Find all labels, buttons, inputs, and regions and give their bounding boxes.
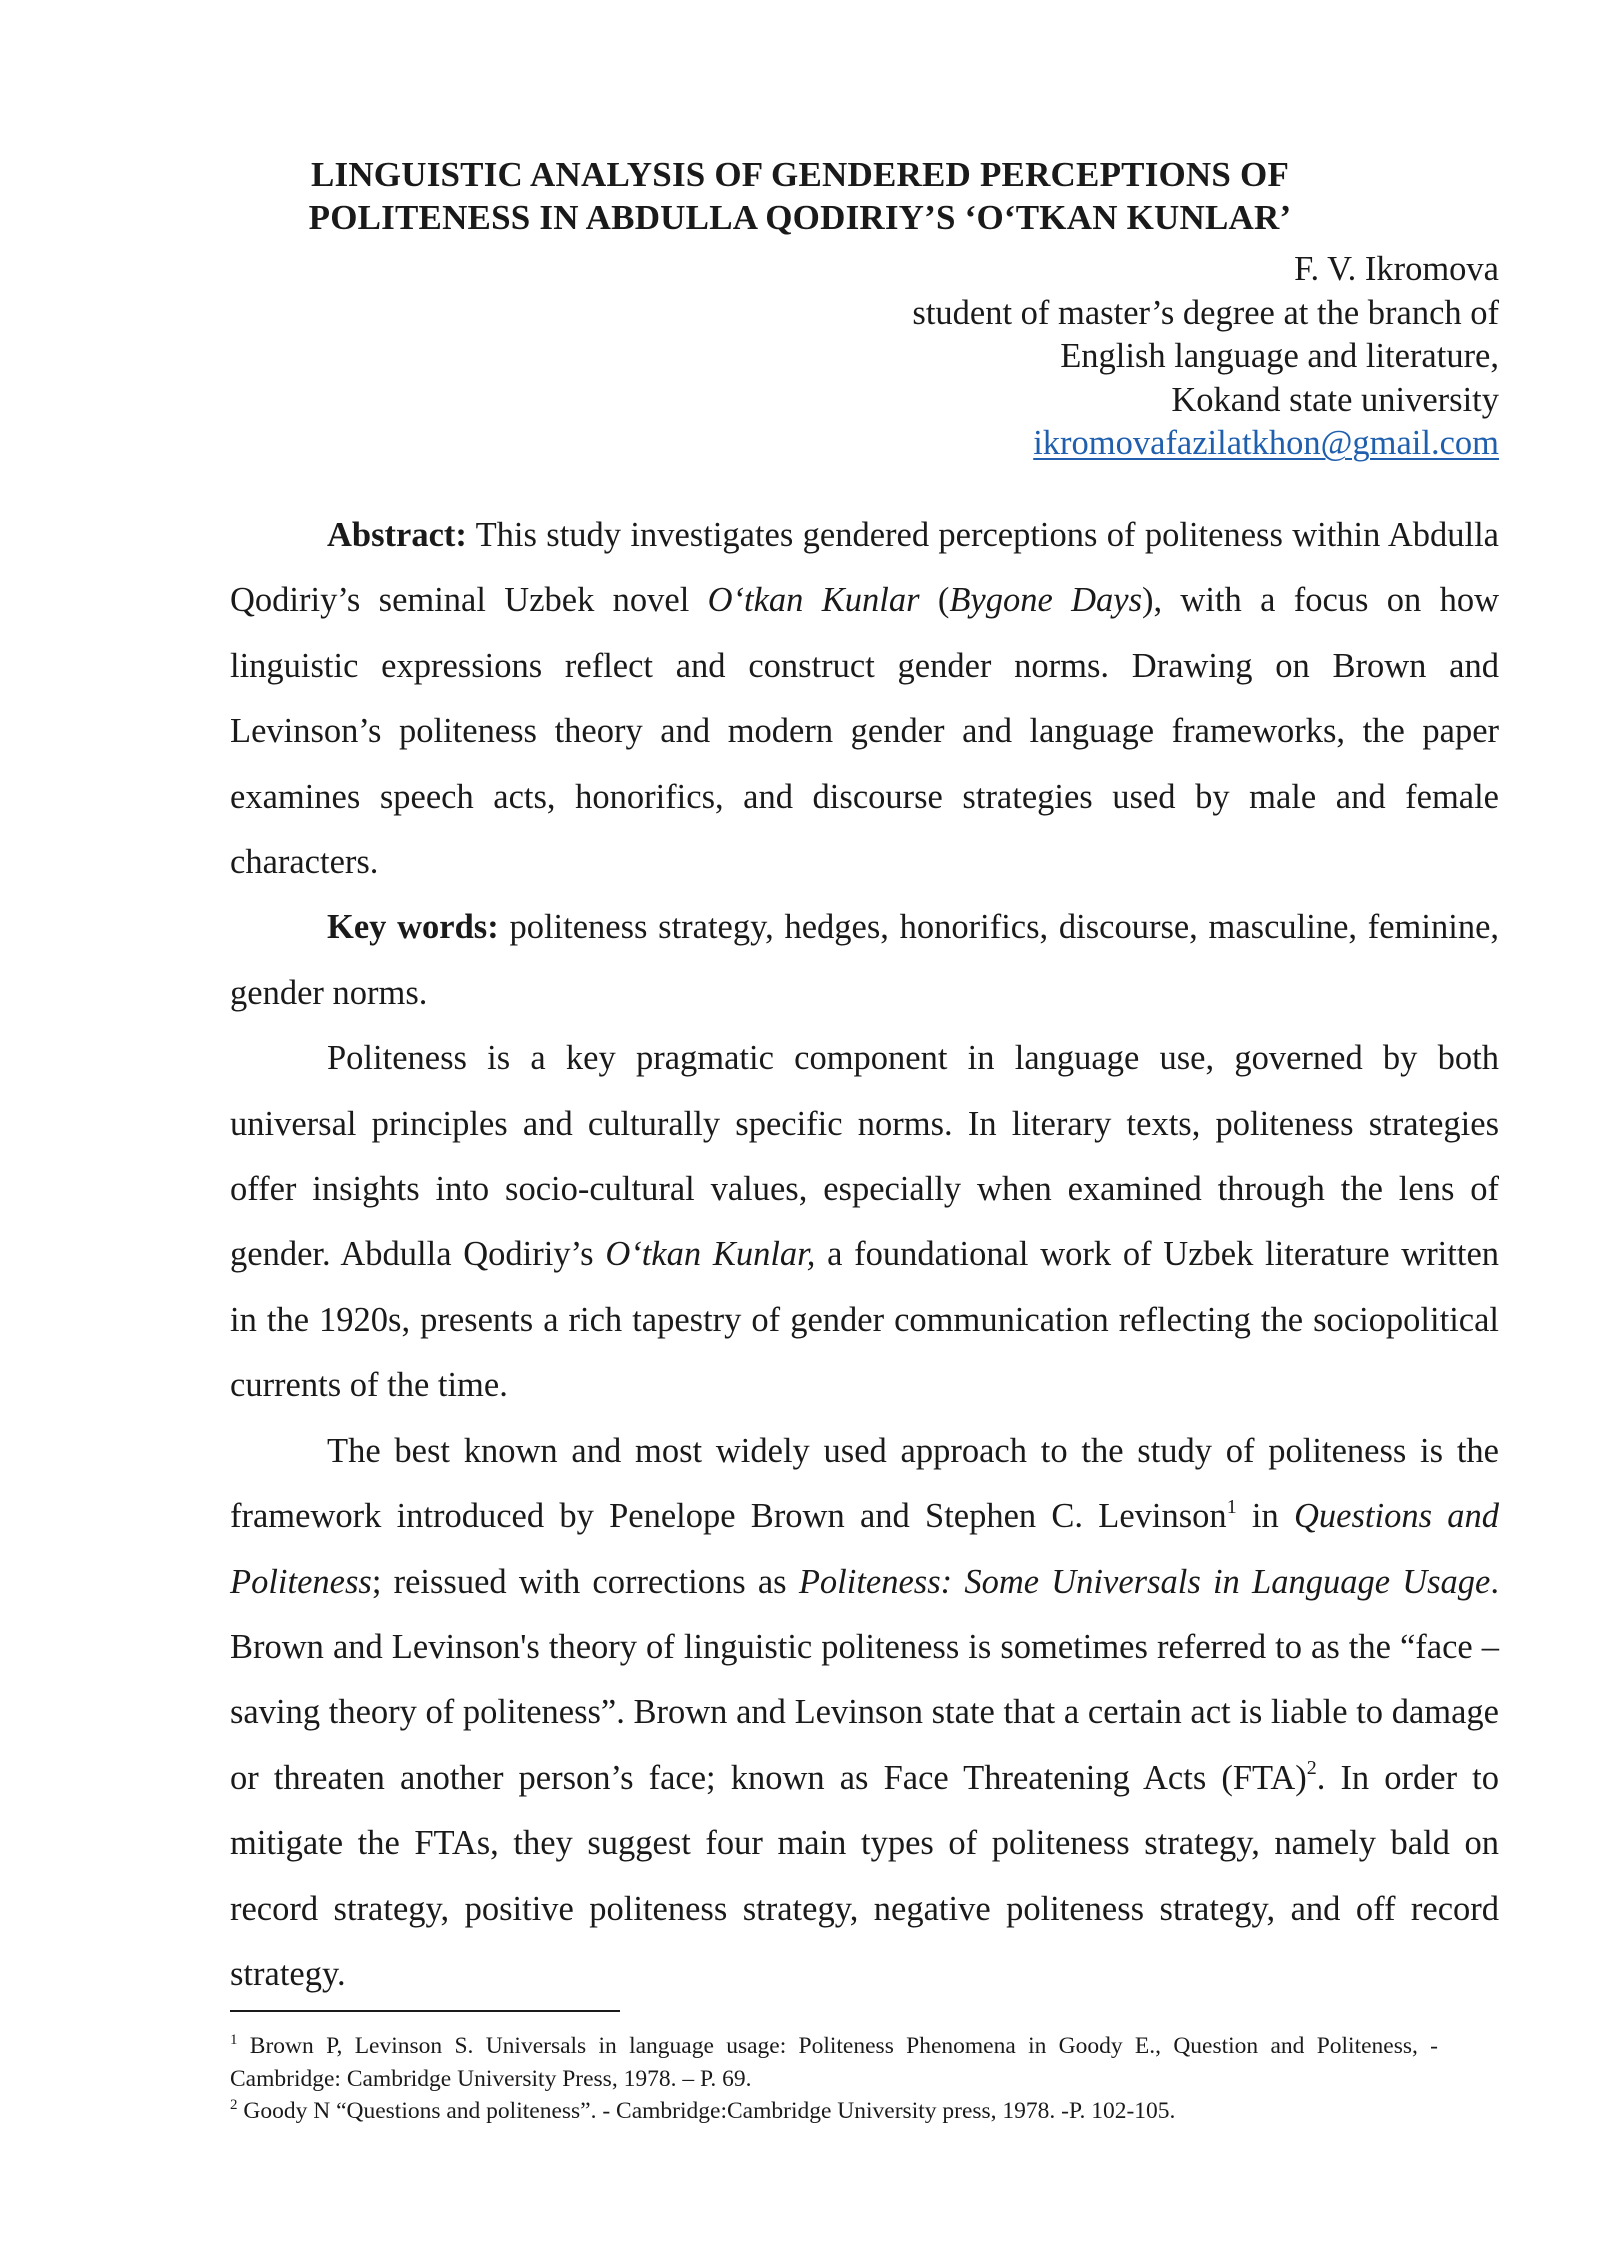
- book-title-1: Questions and Politeness: [230, 1497, 1500, 1601]
- keywords-label: Key words:: [327, 908, 499, 947]
- footnote-ref-1[interactable]: 1: [1226, 1495, 1237, 1518]
- novel-title: O‘tkan Kunlar: [707, 581, 920, 620]
- author-name: F. V. Ikromova: [1294, 250, 1499, 288]
- intro-paragraph: [230, 1026, 1499, 1418]
- abstract-text-3: ), with a focus on how linguistic expressions reflect and construct gender norms. Drawing on Brown and Levinson’s politeness theory and modern gender and language frameworks, the paper examines speech acts, honorifics, and discourse strategies used by male and female characters.: [230, 581, 1499, 882]
- footnote-1: [230, 2030, 1438, 2095]
- author-email-link[interactable]: ikromovafazilatkhon@gmail.com: [1033, 424, 1499, 462]
- footnote-separator: [230, 2010, 620, 2012]
- footnote-text-1: Brown P, Levinson S. Universals in language usage: Politeness Phenomena in Goody E., Question and Politeness, -Cambridge: Cambridge University Press, 1978. – P. 69.: [230, 2033, 1438, 2092]
- footnotes: [230, 2030, 1438, 2128]
- abstract-text-1: This study investigates gendered perceptions of politeness within Abdulla Qodiriy’s seminal Uzbek novel: [230, 516, 1499, 620]
- abstract-text-2: (: [919, 581, 950, 620]
- footnote-number-1: 1: [230, 2032, 238, 2049]
- title-line-2: POLITENESS IN ABDULLA QODIRIY’S ‘O‘TKAN KUNLAR’: [308, 198, 1292, 237]
- intro-text-1: Politeness is a key pragmatic component in language use, governed by both universal principles and culturally specific norms. In literary texts, politeness strategies offer insights into socio-cultural values, especially when examined through the lens of gender. Abdulla Qodiriy’s: [230, 1039, 1499, 1274]
- framework-text-5: . In order to mitigate the FTAs, they suggest four main types of politeness strategy, namely bald on record strategy, positive politeness strategy, negative politeness strategy, and off record strategy.: [230, 1758, 1499, 1993]
- body-text: [230, 503, 1499, 2007]
- novel-title-english: Bygone Days: [949, 581, 1142, 620]
- footnote-text-2: Goody N “Questions and politeness”. - Cambridge:Cambridge University press, 1978. -P. 102-105.: [237, 2098, 1176, 2124]
- keywords-text: politeness strategy, hedges, honorifics, discourse, masculine, feminine, gender norms.: [230, 908, 1500, 1012]
- abstract-label: Abstract:: [327, 516, 467, 554]
- author-department: English language and literature,: [1060, 337, 1499, 375]
- book-title-2: Politeness: Some Universals in Language Usage: [798, 1562, 1491, 1601]
- intro-text-2: a foundational work of Uzbek literature written in the 1920s, presents a rich tapestry of gender communication reflecting the sociopolitical currents of the time.: [230, 1235, 1500, 1405]
- footnote-ref-2[interactable]: 2: [1306, 1757, 1317, 1780]
- framework-text-3: ; reissued with corrections as: [371, 1562, 799, 1601]
- framework-text-1: The best known and most widely used approach to the study of politeness is the framework introduced by Penelope Brown and Stephen C. Levinson: [230, 1431, 1499, 1536]
- framework-text-4: . Brown and Levinson's theory of linguistic politeness is sometimes referred to as the “face – saving theory of politeness”. Brown and Levinson state that a certain act is liable to damage or threaten another person’s face; known as Face Threatening Acts (FTA): [230, 1562, 1499, 1797]
- framework-paragraph: [230, 1419, 1499, 2008]
- author-block: [599, 248, 1499, 466]
- paper-title: [230, 153, 1370, 239]
- framework-text-2: in: [1236, 1497, 1295, 1536]
- title-line-1: LINGUISTIC ANALYSIS OF GENDERED PERCEPTIONS OF: [310, 155, 1290, 194]
- footnote-number-2: 2: [230, 2097, 238, 2114]
- keywords-paragraph: [230, 895, 1499, 1026]
- author-university: Kokand state university: [1171, 380, 1499, 419]
- author-position: student of master’s degree at the branch of: [912, 293, 1499, 332]
- abstract-paragraph: [230, 503, 1499, 895]
- footnote-2: [230, 2095, 1438, 2128]
- novel-title-inline: O‘tkan Kunlar,: [605, 1235, 816, 1274]
